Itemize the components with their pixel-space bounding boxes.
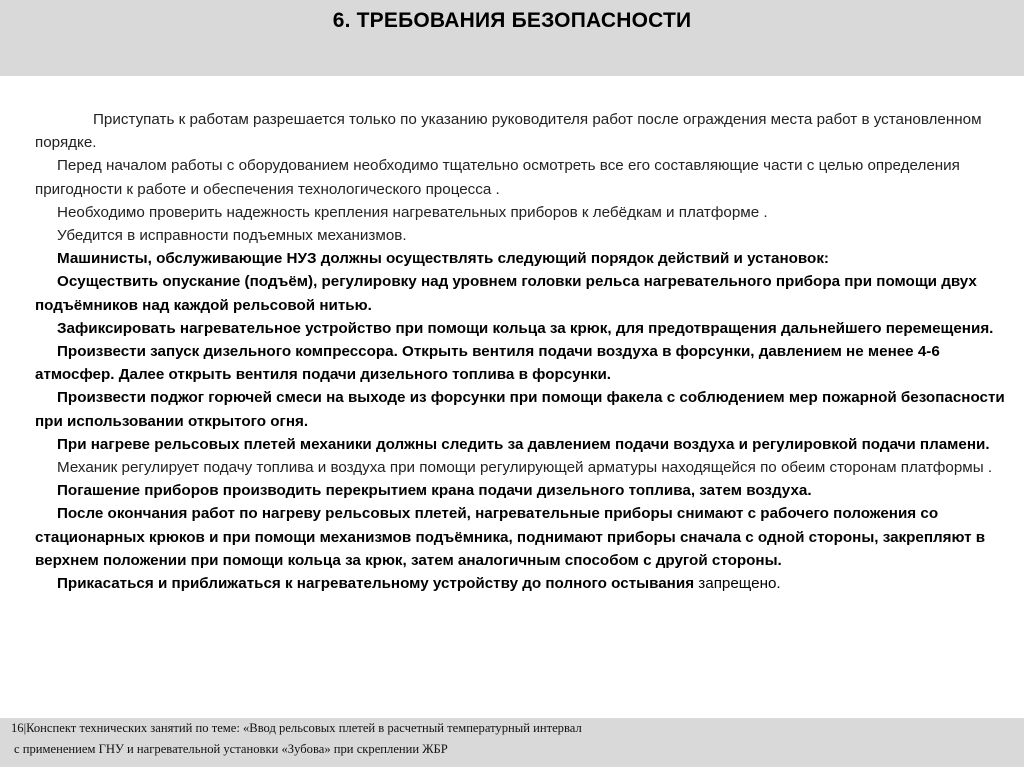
footer-line-1: 16|Конспект технических занятий по теме: «Ввод рельсовых плетей в расчетный температурный интервал	[11, 721, 582, 735]
paragraph-14-bold: Прикасаться и приближаться к нагревательному устройству до полного остывания	[57, 575, 695, 593]
paragraph-9: Произвести поджог горючей смеси на выходе из форсунки при помощи факела с соблюдением мер пожарной безопасности при использовании открытого огня.	[35, 389, 1005, 430]
paragraph-10: При нагреве рельсовых плетей механики должны следить за давлением подачи воздуха и регулировкой подачи пламени.	[57, 435, 990, 453]
paragraph-5: Машинисты, обслуживающие НУЗ должны осуществлять следующий порядок действий и установок:	[57, 250, 829, 268]
paragraph-6: Осуществить опускание (подъём), регулировку над уровнем головки рельса нагревательного прибора при помощи двух подъёмников над каждой рельсовой нитью.	[35, 273, 977, 314]
paragraph-8: Произвести запуск дизельного компрессора. Открыть вентиля подачи воздуха в форсунки, давлением не менее 4-6 атмосфер. Далее открыть вентиля подачи дизельного топлива в форсунки.	[35, 343, 940, 384]
paragraph-12: Погашение приборов производить перекрытием крана подачи дизельного топлива, затем воздуха.	[57, 482, 812, 500]
paragraph-2: Перед началом работы с оборудованием необходимо тщательно осмотреть все его составляющие части с целью определения пригодности к работе и обеспечения технологического процесса .	[35, 157, 960, 198]
paragraph-1: Приступать к работам разрешается только по указанию руководителя работ после ограждения места работ в установленном порядке.	[35, 111, 982, 152]
paragraph-13: После окончания работ по нагреву рельсовых плетей, нагревательные приборы снимают с рабочего положения со стационарных крюков и при помощи механизмов подъёмника, поднимают приборы сначала с одной стороны, закрепляют в верхнем положении при помощи кольца за крюк, затем аналогичным способом с другой стороны.	[35, 505, 986, 569]
paragraph-11: Механик регулирует подачу топлива и воздуха при помощи регулирующей арматуры находящейся по обеим сторонам платформы .	[57, 459, 993, 477]
paragraph-14-tail: запрещено.	[694, 575, 781, 593]
paragraph-7: Зафиксировать нагревательное устройство при помощи кольца за крюк, для предотвращения дальнейшего перемещения.	[57, 319, 994, 337]
footer-line-2: с применением ГНУ и нагревательной установки «Зубова» при скреплении ЖБР	[14, 742, 448, 756]
paragraph-4: Убедится в исправности подъемных механизмов.	[57, 227, 407, 245]
page-title: 6. ТРЕБОВАНИЯ БЕЗОПАСНОСТИ	[332, 9, 692, 32]
footer	[0, 718, 1024, 767]
slide-header	[0, 0, 1024, 76]
safety-requirements-text	[35, 108, 1010, 595]
paragraph-3: Необходимо проверить надежность крепления нагревательных приборов к лебёдкам и платформе .	[57, 203, 768, 221]
paragraph-14	[35, 572, 1010, 595]
